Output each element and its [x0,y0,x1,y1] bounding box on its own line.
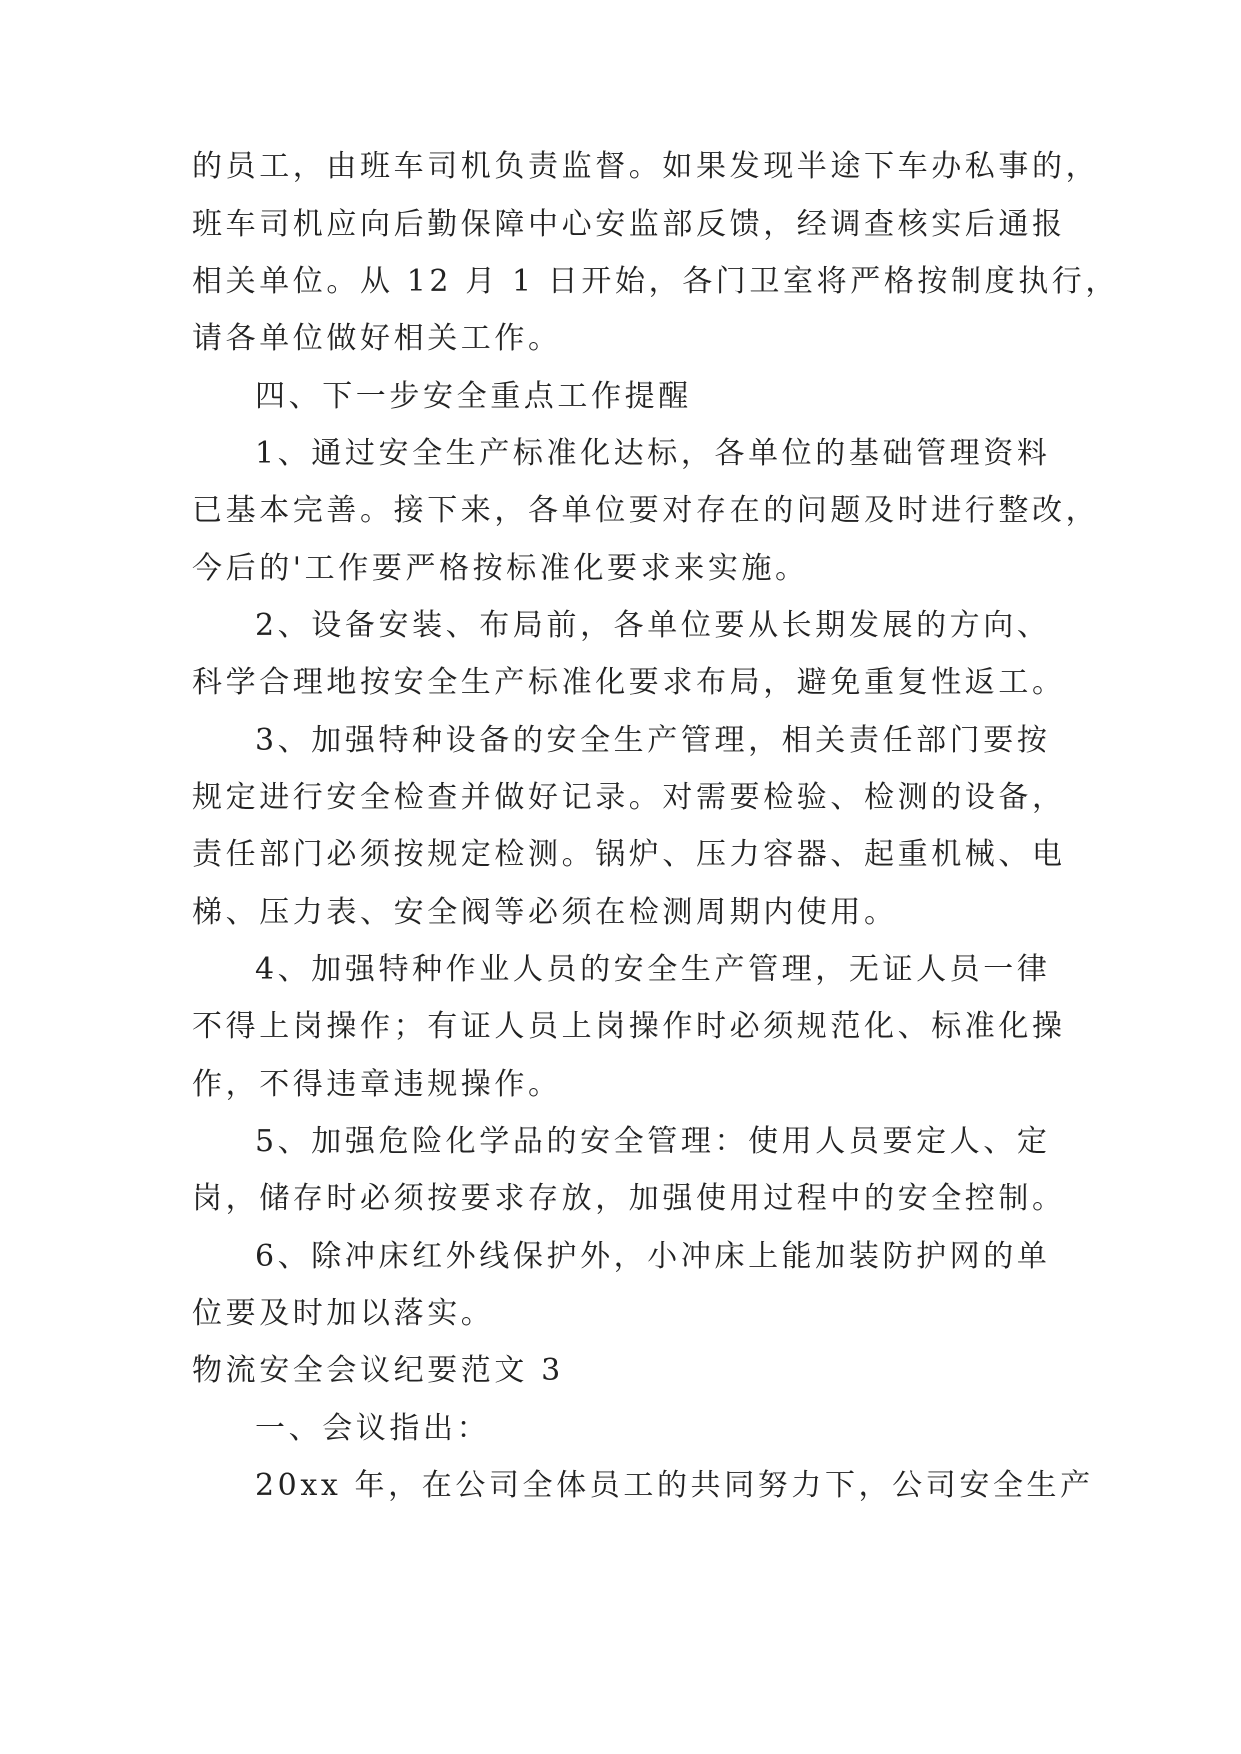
text-line: 4、加强特种作业人员的安全生产管理，无证人员一律 [255,952,1051,987]
section-heading: 四、下一步安全重点工作提醒 [255,379,692,414]
text-line: 相关单位。从 12 月 1 日开始，各门卫室将严格按制度执行， [192,264,1120,299]
text-line: 班车司机应向后勤保障中心安监部反馈，经调查核实后通报 [192,207,1066,242]
text-line: 1、通过安全生产标准化达标，各单位的基础管理资料 [255,436,1051,471]
text-line: 梯、压力表、安全阀等必须在检测周期内使用。 [192,895,898,930]
text-line: 的员工，由班车司机负责监督。如果发现半途下车办私事的， [192,149,1100,184]
text-line: 今后的'工作要严格按标准化要求来实施。 [192,551,809,586]
text-line: 请各单位做好相关工作。 [192,321,562,356]
text-line: 6、除冲床红外线保护外，小冲床上能加装防护网的单 [255,1239,1051,1274]
text-line: 位要及时加以落实。 [192,1296,495,1331]
text-line: 20xx 年，在公司全体员工的共同努力下，公司安全生产 [255,1468,1094,1503]
text-line: 责任部门必须按规定检测。锅炉、压力容器、起重机械、电 [192,837,1066,872]
document-title: 物流安全会议纪要范文 3 [192,1353,564,1388]
text-line: 岗，储存时必须按要求存放，加强使用过程中的安全控制。 [192,1181,1066,1216]
text-line: 不得上岗操作；有证人员上岗操作时必须规范化、标准化操 [192,1009,1066,1044]
text-line: 规定进行安全检查并做好记录。对需要检验、检测的设备， [192,780,1066,815]
text-line: 科学合理地按安全生产标准化要求布局，避免重复性返工。 [192,665,1066,700]
section-heading: 一、会议指出： [255,1411,491,1446]
text-line: 2、设备安装、布局前，各单位要从长期发展的方向、 [255,608,1051,643]
text-line: 已基本完善。接下来，各单位要对存在的问题及时进行整改， [192,493,1100,528]
text-line: 5、加强危险化学品的安全管理：使用人员要定人、定 [255,1124,1051,1159]
text-line: 3、加强特种设备的安全生产管理，相关责任部门要按 [255,723,1051,758]
text-line: 作，不得违章违规操作。 [192,1067,562,1102]
